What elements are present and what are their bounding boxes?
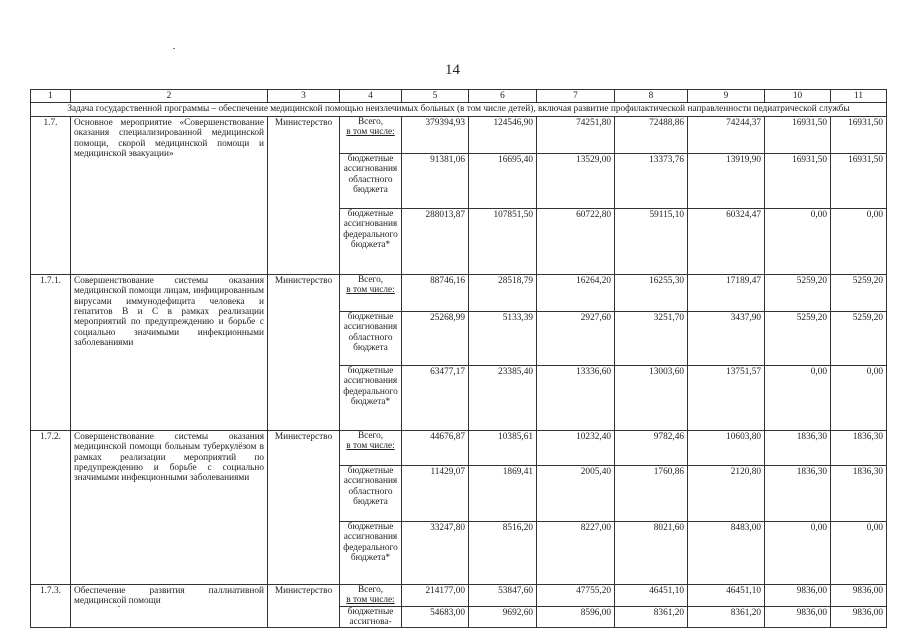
amount-cell: 3251,70 [615, 311, 688, 365]
amount-cell: 8516,20 [469, 521, 537, 584]
amount-cell: 10232,40 [537, 430, 615, 465]
funding-source-regional: бюджетные ассигнования областного бюджета [340, 311, 402, 365]
amount-cell: 8227,00 [537, 521, 615, 584]
header-cell: 11 [831, 90, 887, 103]
amount-cell: 28518,79 [469, 274, 537, 311]
amount-cell: 8361,20 [615, 606, 688, 628]
header-cell: 2 [71, 90, 268, 103]
amount-cell: 0,00 [831, 208, 887, 274]
amount-cell: 46451,10 [615, 584, 688, 606]
amount-cell: 60722,80 [537, 208, 615, 274]
amount-cell: 16695,40 [469, 153, 537, 208]
header-cell: 5 [402, 90, 469, 103]
amount-cell: 1836,30 [765, 430, 831, 465]
header-cell: 7 [537, 90, 615, 103]
budget-table [30, 89, 887, 628]
source-including-label: в том числе: [346, 127, 395, 138]
header-cell: 3 [268, 90, 340, 103]
amount-cell: 5259,20 [765, 311, 831, 365]
funding-source-regional: бюджетные ассигнования областного бюджета [340, 465, 402, 521]
measure-code: 1.7.3. [31, 584, 71, 628]
amount-cell: 46451,10 [688, 584, 765, 606]
header-cell: 10 [765, 90, 831, 103]
amount-cell: 9836,00 [831, 584, 887, 606]
measure-name: Обеспечение развития паллиативной медицинской помощи [71, 584, 268, 628]
amount-cell: 8361,20 [688, 606, 765, 628]
header-cell: 8 [615, 90, 688, 103]
amount-cell: 16255,30 [615, 274, 688, 311]
amount-cell: 2927,60 [537, 311, 615, 365]
amount-cell: 107851,50 [469, 208, 537, 274]
amount-cell: 72488,86 [615, 116, 688, 153]
amount-cell: 16931,50 [765, 116, 831, 153]
amount-cell: 13919,90 [688, 153, 765, 208]
funding-source-regional: бюджетные ассигнования областного бюджета [340, 153, 402, 208]
amount-cell: 63477,17 [402, 365, 469, 430]
funding-source-total [340, 584, 402, 606]
funding-source-federal: бюджетные ассигнования федерального бюджета* [340, 365, 402, 430]
amount-cell: 1760,86 [615, 465, 688, 521]
amount-cell: 9782,46 [615, 430, 688, 465]
amount-cell: 288013,87 [402, 208, 469, 274]
task-title: Задача государственной программы – обеспечение медицинской помощью неизлечимых больных (в том числе детей), включая развитие профилактической направленности педиатрической службы [31, 103, 887, 116]
amount-cell: 16931,50 [831, 116, 887, 153]
amount-cell: 0,00 [831, 365, 887, 430]
header-cell: 9 [688, 90, 765, 103]
amount-cell: 74251,80 [537, 116, 615, 153]
header-cell: 6 [469, 90, 537, 103]
amount-cell: 17189,47 [688, 274, 765, 311]
amount-cell: 10603,80 [688, 430, 765, 465]
amount-cell: 5259,20 [765, 274, 831, 311]
amount-cell: 3437,90 [688, 311, 765, 365]
amount-cell: 8021,60 [615, 521, 688, 584]
measure-name: Основное мероприятие «Совершенствование оказания специализированной медицинской помощи, скорой медицинской помощи и медицинской эвакуации» [71, 116, 268, 274]
amount-cell: 16264,20 [537, 274, 615, 311]
amount-cell: 91381,06 [402, 153, 469, 208]
amount-cell: 5133,39 [469, 311, 537, 365]
amount-cell: 9836,00 [831, 606, 887, 628]
measure-name: Совершенствование системы оказания медицинской помощи лицам, инфицированным вирусами иммунодефицита человека и гепатитов B и C в рамках реализации мероприятий по предупреждению и борьбе с социально значимыми инфекционными заболеваниями [71, 274, 268, 430]
measure-code: 1.7. [31, 116, 71, 274]
header-cell: 4 [340, 90, 402, 103]
funding-source-total [340, 430, 402, 465]
funding-source-federal: бюджетные ассигнования федерального бюджета* [340, 208, 402, 274]
amount-cell: 13529,00 [537, 153, 615, 208]
amount-cell: 11429,07 [402, 465, 469, 521]
source-including-label: в том числе: [346, 595, 395, 606]
table-row [31, 116, 887, 153]
amount-cell: 60324,47 [688, 208, 765, 274]
amount-cell: 33247,80 [402, 521, 469, 584]
amount-cell: 74244,37 [688, 116, 765, 153]
amount-cell: 13751,57 [688, 365, 765, 430]
amount-cell: 2005,40 [537, 465, 615, 521]
amount-cell: 13003,60 [615, 365, 688, 430]
funding-source-total [340, 274, 402, 311]
measure-code: 1.7.2. [31, 430, 71, 584]
amount-cell: 88746,16 [402, 274, 469, 311]
amount-cell: 9692,60 [469, 606, 537, 628]
amount-cell: 2120,80 [688, 465, 765, 521]
amount-cell: 59115,10 [615, 208, 688, 274]
amount-cell: 0,00 [765, 365, 831, 430]
amount-cell: 9836,00 [765, 584, 831, 606]
funding-source-regional: бюджетные ассигнова- [340, 606, 402, 628]
funding-source-federal: бюджетные ассигнования федерального бюджета* [340, 521, 402, 584]
amount-cell: 1869,41 [469, 465, 537, 521]
amount-cell: 379394,93 [402, 116, 469, 153]
amount-cell: 44676,87 [402, 430, 469, 465]
amount-cell: 0,00 [831, 521, 887, 584]
amount-cell: 10385,61 [469, 430, 537, 465]
measure-executor: Министерство [268, 584, 340, 628]
amount-cell: 16931,50 [831, 153, 887, 208]
amount-cell: 8596,00 [537, 606, 615, 628]
task-row [31, 103, 887, 116]
amount-cell: 25268,99 [402, 311, 469, 365]
page-number: 14 [445, 62, 460, 78]
table-row [31, 584, 887, 606]
source-total-label: Всего, [357, 430, 384, 441]
amount-cell: 13373,76 [615, 153, 688, 208]
amount-cell: 5259,20 [831, 311, 887, 365]
amount-cell: 1836,30 [831, 465, 887, 521]
amount-cell: 9836,00 [765, 606, 831, 628]
amount-cell: 1836,30 [831, 430, 887, 465]
source-including-label: в том числе: [346, 285, 395, 296]
amount-cell: 13336,60 [537, 365, 615, 430]
funding-source-total [340, 116, 402, 153]
amount-cell: 54683,00 [402, 606, 469, 628]
table-row [31, 430, 887, 465]
amount-cell: 53847,60 [469, 584, 537, 606]
measure-executor: Министерство [268, 274, 340, 430]
amount-cell: 0,00 [765, 521, 831, 584]
measure-name: Совершенствование системы оказания медицинской помощи больным туберкулёзом в рамках реализации мероприятий по предупреждению и борьбе с социально значимыми инфекционными заболеваниями [71, 430, 268, 584]
amount-cell: 0,00 [765, 208, 831, 274]
amount-cell: 5259,20 [831, 274, 887, 311]
header-row [31, 90, 887, 103]
amount-cell: 16931,50 [765, 153, 831, 208]
amount-cell: 124546,90 [469, 116, 537, 153]
amount-cell: 23385,40 [469, 365, 537, 430]
amount-cell: 47755,20 [537, 584, 615, 606]
source-including-label: в том числе: [346, 441, 395, 452]
measure-executor: Министерство [268, 116, 340, 274]
amount-cell: 214177,00 [402, 584, 469, 606]
measure-code: 1.7.1. [31, 274, 71, 430]
amount-cell: 8483,00 [688, 521, 765, 584]
table-row [31, 274, 887, 311]
amount-cell: 1836,30 [765, 465, 831, 521]
measure-executor: Министерство [268, 430, 340, 584]
header-cell: 1 [31, 90, 71, 103]
source-total-label: Всего, [357, 116, 384, 127]
source-total-label: Всего, [357, 274, 384, 285]
scan-speck [173, 48, 175, 49]
source-total-label: Всего, [357, 584, 384, 595]
